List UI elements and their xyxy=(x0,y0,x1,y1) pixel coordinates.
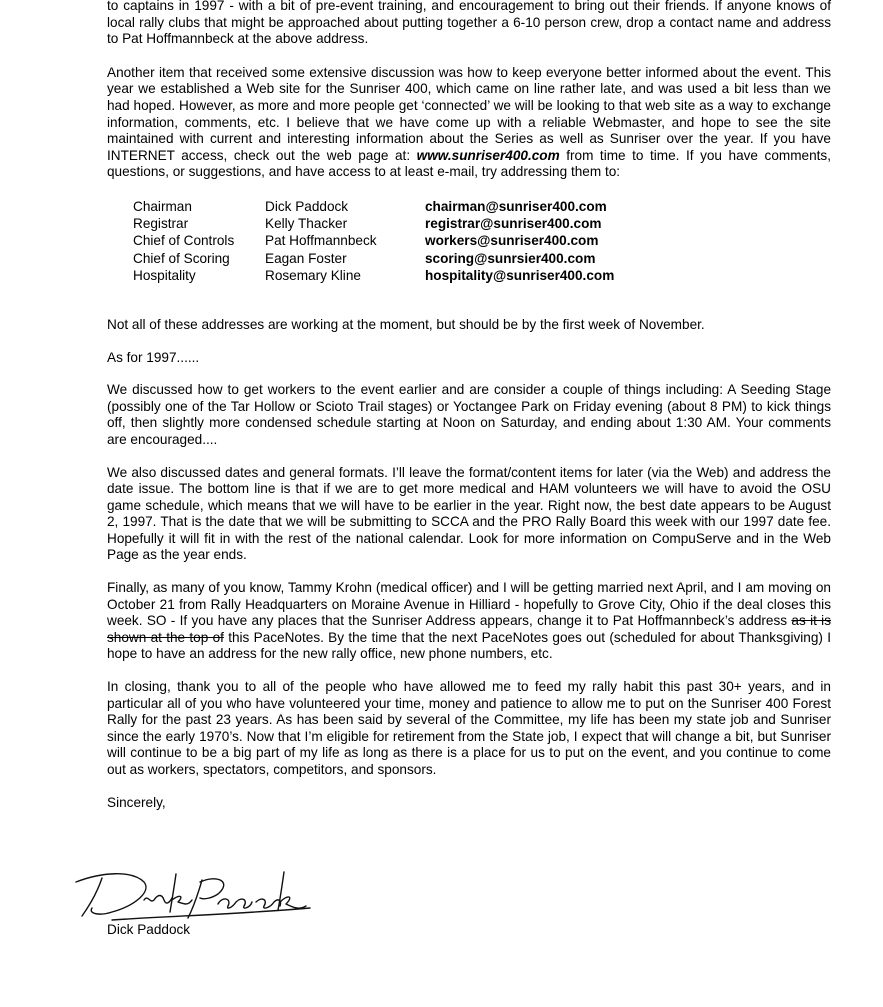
sincerely-line: Sincerely, xyxy=(107,794,166,810)
table-row xyxy=(133,232,614,249)
paragraph-dates: We also discussed dates and general formats. I’ll leave the format/content items for later (via the Web) and address the date issue. The bottom line is that if we are to get more medical and HAM volunteers we will have to avoid the OSU game schedule, which means that we will have to be earlier in the year. Right now, the best date appears to be August 2, 1997. That is the date that we will be submitting to SCCA and the PRO Rally Board this week with our 1997 date fee. Hopefully it will fit in with the rest of the national calendar. Look for more information on CompuServe and in the Web Page as the year ends. xyxy=(107,464,831,563)
letter-body xyxy=(107,0,831,811)
paragraph-finally xyxy=(107,580,831,663)
contact-role: Registrar xyxy=(133,216,189,232)
table-row xyxy=(133,267,614,284)
web-text-before: Another item that received some extensive discussion was how to keep everyone better informed about the event. This year we established a Web site for the Sunriser 400, which came on line rather late, and was used a bit less than we had hoped. However, as more and more people get ‘connected’ we will be looking to that web site as a way to exchange information, comments, etc. I believe that we have come up with a reliable Webmaster, and hope to see the site maintained with current and interesting information about the Series as well as Sunriser over the year. If you have INTERNET access, check out the web page at: xyxy=(107,64,831,163)
web-url: www.sunriser400.com xyxy=(416,147,560,163)
paragraph-closing: In closing, thank you to all of the people who have allowed me to feed my rally habit this past 30+ years, and in particular all of you who have volunteered your time, money and patience to allow me to put on the Sunriser 400 Forest Rally for the past 23 years. As has been said by several of the Committee, my life has been my state job and Sunriser since the early 1970’s. Now that I’m eligible for retirement from the State job, I expect that will change a bit, but Sunriser will continue to be a big part of my life as long as there is a place for us to put on the event, and you continue to come out as workers, spectators, competitors, and sponsors. xyxy=(107,679,831,778)
struck-text: as it is shown at the top of xyxy=(107,613,831,645)
paragraph-as-for: As for 1997...... xyxy=(107,349,200,365)
table-row xyxy=(133,215,614,232)
web-text-after: from time to time. If you have comments, questions, or suggestions, and have access to at least e-mail, try addressing them to: xyxy=(107,147,831,180)
contacts-table xyxy=(133,198,614,284)
contact-email: hospitality@sunriser400.com xyxy=(425,267,615,283)
contact-role: Chief of Controls xyxy=(133,233,235,249)
finally-text-after: this PaceNotes. By the time that the next PaceNotes goes out (scheduled for about Thanksgiving) I hope to have an address for the new rally office, new phone numbers, etc. xyxy=(107,629,831,662)
contact-email: chairman@sunriser400.com xyxy=(425,198,607,214)
contact-role: Chief of Scoring xyxy=(133,250,230,266)
contact-name: Eagan Foster xyxy=(265,250,347,266)
contact-role: Hospitality xyxy=(133,267,196,283)
table-row xyxy=(133,198,614,215)
table-row xyxy=(133,250,614,267)
finally-text-before: Finally, as many of you know, Tammy Krohn (medical officer) and I will be getting married next April, and I am moving on October 21 from Rally Headquarters on Moraine Avenue in Hilliard - hopefully to Grove City, Ohio if the deal closes this week. SO - If you have any places that the Sunriser Address appears, change it to Pat Hoffmannbeck’s address xyxy=(107,580,831,629)
contact-name: Kelly Thacker xyxy=(265,216,348,232)
contact-email: workers@sunriser400.com xyxy=(425,233,599,249)
handwritten-signature xyxy=(72,860,332,930)
contact-name: Dick Paddock xyxy=(265,198,349,214)
paragraph-rally-clubs: to captains in 1997 - with a bit of pre-event training, and encouragement to bring out their friends. If anyone knows of local rally clubs that might be approached about putting together a 6-10 person crew, drop a contact name and address to Pat Hoffmannbeck at the above address. xyxy=(107,0,831,47)
paragraph-workers: We discussed how to get workers to the event earlier and are consider a couple of things including: A Seeding Stage (possibly one of the Tar Hollow or Scioto Trail stages) or Yoctangee Park on Friday evening (about 8 PM) to kick things off, then slightly more condensed schedule starting at Noon on Saturday, and ending about 1:30 AM. Your comments are encouraged.... xyxy=(107,382,831,447)
contact-name: Pat Hoffmannbeck xyxy=(265,233,377,249)
contact-role: Chairman xyxy=(133,198,192,214)
paragraph-addresses-note: Not all of these addresses are working at the moment, but should be by the first week of November. xyxy=(107,316,705,332)
signer-name: Dick Paddock xyxy=(107,922,191,937)
contact-name: Rosemary Kline xyxy=(265,267,361,283)
paragraph-web-site xyxy=(107,65,831,181)
contact-email: scoring@sunrsier400.com xyxy=(425,250,596,266)
contact-email: registrar@sunriser400.com xyxy=(425,216,602,232)
